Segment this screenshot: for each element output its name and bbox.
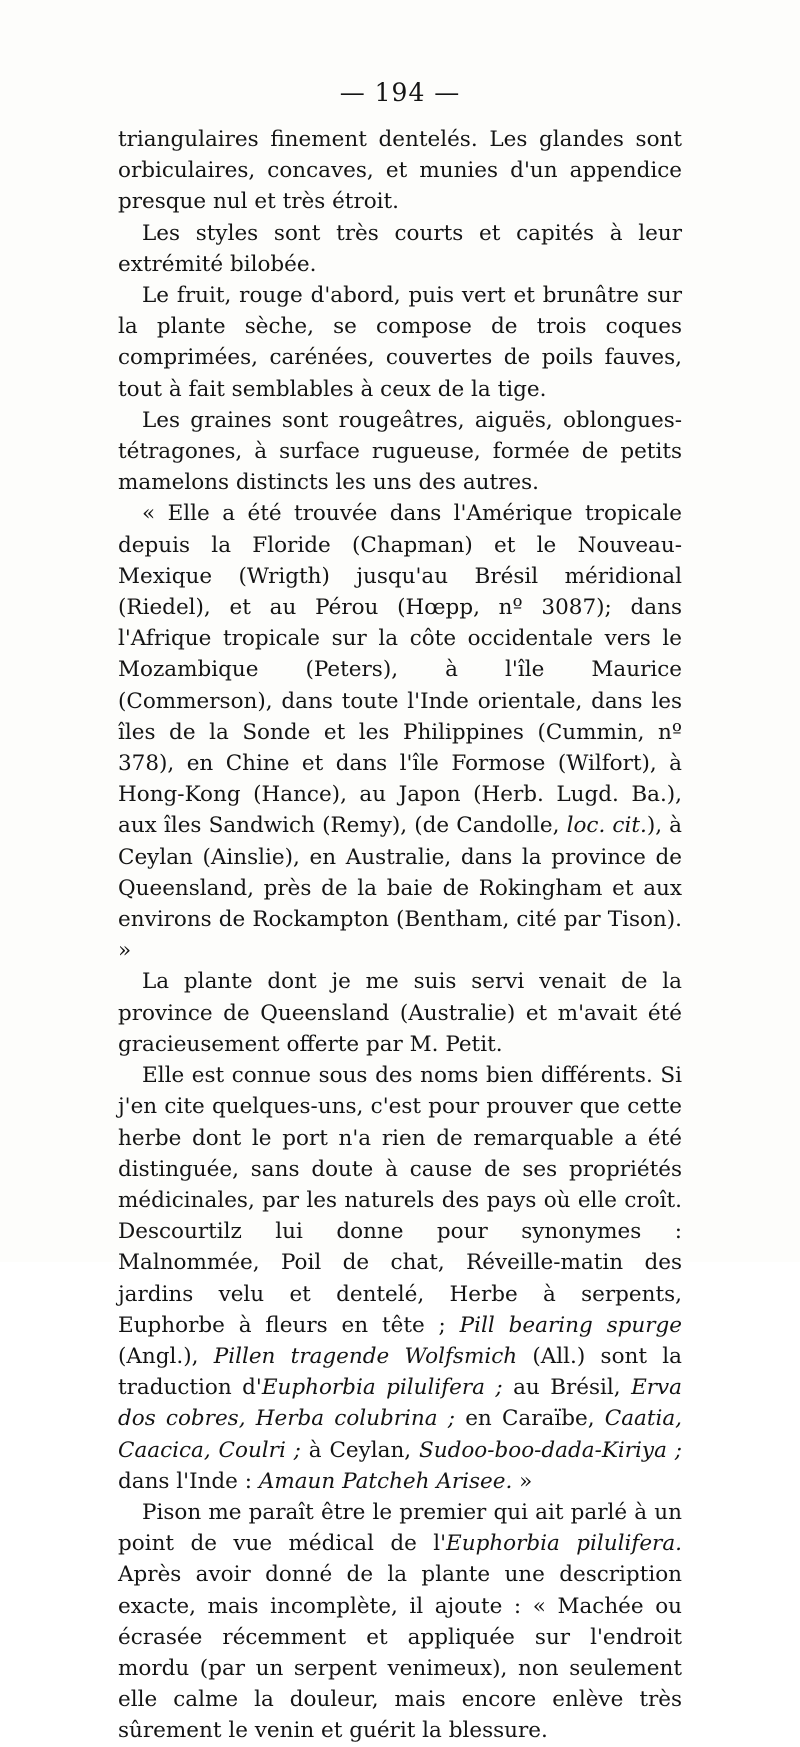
- text-run: ), à Ceylan (Ainslie), en Australie, dans la province de Queensland, près de la baie de Rokingham et aux environs de Rockampton (Bentham, cité par Tison). »: [118, 813, 682, 964]
- text-run: à Ceylan,: [300, 1437, 419, 1463]
- italic-run: Euphorbia pilulifera ;: [261, 1375, 503, 1401]
- text-run: »: [512, 1468, 533, 1494]
- paragraph-4: Les graines sont rougeâtres, aiguës, oblongues-tétragones, à surface rugueuse, formée de petits mamelons distincts les uns des autres.: [118, 407, 682, 496]
- text-run: Pison me paraît être le premier qui ait parlé à un point de vue médical de l': [118, 1499, 682, 1557]
- page-number: — 194 —: [339, 78, 461, 107]
- italic-run: Pillen tragende Wolfsmich: [213, 1343, 518, 1369]
- italic-run: loc. cit.: [566, 813, 647, 839]
- paragraph-3: Le fruit, rouge d'abord, puis vert et brunâtre sur la plante sèche, se compose de trois coques comprimées, carénées, couvertes de poils fauves, tout à fait semblables à ceux de la tige.: [118, 283, 682, 402]
- text-run: Après avoir donné de la plante une description exacte, mais incomplète, il ajoute : « Machée ou écrasée récemment et appliquée sur l'endroit mordu (par un serpent venimeux), non seulement elle calme la douleur, mais encore enlève très sûrement le venin et guérit la blessure.: [118, 1562, 682, 1744]
- paragraph-1: triangulaires finement dentelés. Les glandes sont orbiculaires, concaves, et munies d'un appendice presque nul et très étroit.: [118, 127, 682, 215]
- text-run: « Elle a été trouvée dans l'Amérique tropicale depuis la Floride (Chapman) et le Nouveau-Mexique (Wrigth) jusqu'au Brésil méridional (Riedel), et au Pérou (Hœpp, nº 3087); dans l'Afrique tropicale sur la côte occidentale vers le Mozambique (Peters), à l'île Maurice (Commerson), dans toute l'Inde orientale, dans les îles de la Sonde et les Philippines (Cummin, nº 378), en Chine et dans l'île Formose (Wilfort), à Hong-Kong (Hance), au Japon (Herb. Lugd. Ba.), aux îles Sandwich (Remy), (de Candolle,: [118, 501, 682, 839]
- italic-run: Amaun Patcheh Arisee.: [258, 1468, 513, 1494]
- italic-run: Euphorbia pilulifera.: [446, 1531, 682, 1557]
- paragraph-7: [118, 1060, 682, 1497]
- paragraph-6: La plante dont je me suis servi venait de la province de Queensland (Australie) et m'avait été gracieusement offerte par M. Petit.: [118, 969, 682, 1057]
- italic-run: Erva dos cobres, Herba colubrina ;: [118, 1375, 682, 1432]
- italic-run: Sudoo-boo-dada-Kiriya ;: [419, 1437, 682, 1463]
- paragraph-2: Les styles sont très courts et capités à leur extrémité bilobée.: [118, 220, 682, 277]
- italic-run: Caatia, Caacica, Coulri ;: [118, 1406, 683, 1463]
- paragraph-5: [118, 498, 682, 966]
- text-run: (All.) sont la traduction d': [118, 1343, 682, 1401]
- text-run: dans l'Inde :: [118, 1468, 259, 1494]
- text-run: Elle est connue sous des noms bien différents. Si j'en cite quelques-uns, c'est pour prouver que cette herbe dont le port n'a rien de remarquable a été distinguée, sans doute à cause de ses propriétés médicinales, par les naturels des pays où elle croît. Descourtilz lui donne pour synonymes : Malnommée, Poil de chat, Réveille-matin des jardins velu et dentelé, Herbe à serpents, Euphorbe à fleurs en tête ;: [118, 1063, 682, 1338]
- paragraph-8: [118, 1497, 682, 1747]
- text-run: au Brésil,: [502, 1375, 632, 1401]
- italic-run: Pill bearing spurge: [459, 1312, 682, 1338]
- text-run: en Caraïbe,: [455, 1406, 605, 1432]
- text-run: (Angl.),: [118, 1343, 214, 1369]
- page-text: [118, 124, 682, 1747]
